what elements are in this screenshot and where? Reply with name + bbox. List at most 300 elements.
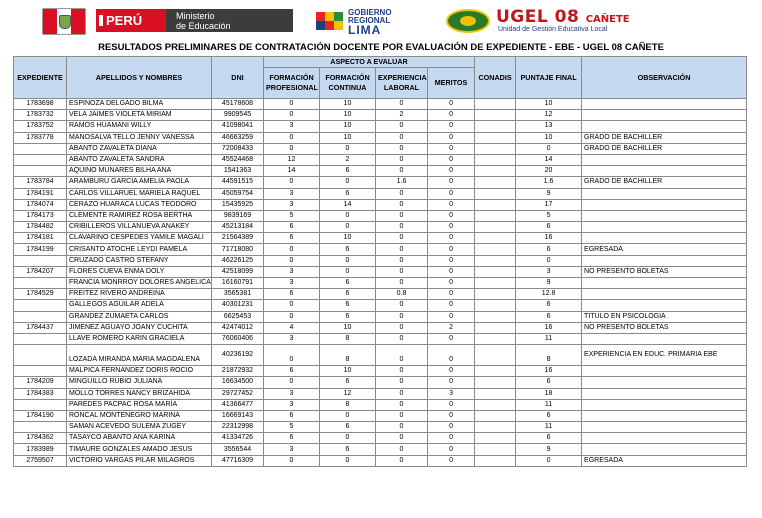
cell-continua: 6 bbox=[320, 244, 376, 255]
cell-observacion bbox=[582, 99, 747, 110]
cell-expediente: 1783752 bbox=[14, 121, 67, 132]
cell-dni: 16160791 bbox=[212, 278, 264, 289]
cell-continua: 12 bbox=[320, 388, 376, 399]
cell-laboral: 0.8 bbox=[376, 289, 428, 300]
cell-laboral: 0 bbox=[376, 300, 428, 311]
cell-puntaje: 18 bbox=[516, 388, 582, 399]
table-row bbox=[14, 99, 747, 110]
cell-dni: 41098041 bbox=[212, 121, 264, 132]
cell-meritos: 0 bbox=[428, 410, 475, 421]
cell-nombre: ABANTO ZAVALETA DIANA bbox=[67, 143, 212, 154]
cell-expediente: 1783698 bbox=[14, 99, 67, 110]
cell-dni: 21872932 bbox=[212, 366, 264, 377]
cell-continua: 6 bbox=[320, 311, 376, 322]
cell-dni: 45524468 bbox=[212, 154, 264, 165]
cell-dni: 46226125 bbox=[212, 255, 264, 266]
cell-meritos: 0 bbox=[428, 444, 475, 455]
table-row bbox=[14, 377, 747, 388]
cell-observacion bbox=[582, 110, 747, 121]
table-row bbox=[14, 154, 747, 165]
ugel-tagline: Unidad de Gestión Educativa Local bbox=[498, 26, 608, 33]
cell-puntaje: 17 bbox=[516, 199, 582, 210]
cell-laboral: 0 bbox=[376, 278, 428, 289]
cell-meritos: 0 bbox=[428, 132, 475, 143]
cell-conadis bbox=[475, 199, 516, 210]
cell-profesional: 14 bbox=[264, 166, 320, 177]
cell-observacion bbox=[582, 333, 747, 344]
cell-expediente: 2759507 bbox=[14, 455, 67, 466]
cell-profesional: 0 bbox=[264, 177, 320, 188]
cell-continua: 6 bbox=[320, 188, 376, 199]
cell-laboral: 0 bbox=[376, 210, 428, 221]
col-meritos: MERITOS bbox=[428, 68, 475, 99]
cell-conadis bbox=[475, 333, 516, 344]
cell-conadis bbox=[475, 255, 516, 266]
cell-conadis bbox=[475, 311, 516, 322]
cell-observacion bbox=[582, 399, 747, 410]
cell-observacion bbox=[582, 188, 747, 199]
cell-expediente: 1784383 bbox=[14, 388, 67, 399]
cell-puntaje: 12 bbox=[516, 110, 582, 121]
peru-logo bbox=[96, 9, 166, 32]
cell-conadis bbox=[475, 433, 516, 444]
cell-dni: 45178608 bbox=[212, 99, 264, 110]
cell-continua: 8 bbox=[320, 333, 376, 344]
cell-conadis bbox=[475, 422, 516, 433]
col-group-aspecto: ASPECTO A EVALUAR bbox=[264, 57, 475, 68]
cell-conadis bbox=[475, 233, 516, 244]
cell-observacion: GRADO DE BACHILLER bbox=[582, 132, 747, 143]
cell-profesional: 6 bbox=[264, 366, 320, 377]
cell-nombre: FRANCIA MONRROY DOLORES ANGELICA bbox=[67, 278, 212, 289]
cell-dni: 42474012 bbox=[212, 322, 264, 333]
cell-laboral: 0 bbox=[376, 154, 428, 165]
cell-continua: 0 bbox=[320, 210, 376, 221]
cell-continua: 6 bbox=[320, 278, 376, 289]
cell-dni: 15435925 bbox=[212, 199, 264, 210]
cell-meritos: 0 bbox=[428, 266, 475, 277]
cell-profesional: 6 bbox=[264, 233, 320, 244]
cell-expediente bbox=[14, 366, 67, 377]
table-row bbox=[14, 266, 747, 277]
cell-observacion bbox=[582, 410, 747, 421]
cell-observacion: TITULO EN PSICOLOGIA bbox=[582, 311, 747, 322]
col-profesional: FORMACIÓN PROFESIONAL bbox=[264, 68, 320, 99]
cell-continua: 8 bbox=[320, 399, 376, 410]
cell-continua: 10 bbox=[320, 110, 376, 121]
cell-meritos: 0 bbox=[428, 233, 475, 244]
cell-observacion bbox=[582, 422, 747, 433]
cell-expediente: 1784209 bbox=[14, 377, 67, 388]
cell-continua: 6 bbox=[320, 377, 376, 388]
gobierno-regional-logo bbox=[316, 8, 426, 37]
cell-nombre: CARLOS VILLARUEL MARIELA RAQUEL bbox=[67, 188, 212, 199]
cell-dni: 29727452 bbox=[212, 388, 264, 399]
cell-nombre: CERAZO HUARACA LUCAS TEODORO bbox=[67, 199, 212, 210]
col-nombres: APELLIDOS Y NOMBRES bbox=[67, 57, 212, 99]
cell-expediente: 1784199 bbox=[14, 244, 67, 255]
cell-nombre: CRIBILLEROS VILLANUEVA ANAKEY bbox=[67, 222, 212, 233]
cell-nombre: TIMAURE GONZALES AMADO JESUS bbox=[67, 444, 212, 455]
peru-shield-logo bbox=[42, 8, 86, 35]
cell-observacion bbox=[582, 222, 747, 233]
cell-laboral: 0 bbox=[376, 433, 428, 444]
cell-puntaje: 16 bbox=[516, 366, 582, 377]
gore-line3: LIMA bbox=[348, 23, 382, 37]
table-row bbox=[14, 444, 747, 455]
cell-laboral: 0 bbox=[376, 333, 428, 344]
cell-puntaje: 6 bbox=[516, 433, 582, 444]
table-row bbox=[14, 110, 747, 121]
col-puntaje: PUNTAJE FINAL bbox=[516, 57, 582, 99]
cell-observacion bbox=[582, 278, 747, 289]
cell-nombre: VICTORIO VARGAS PILAR MILAGROS bbox=[67, 455, 212, 466]
cell-continua: 0 bbox=[320, 222, 376, 233]
cell-continua: 0 bbox=[320, 410, 376, 421]
minedu-logo bbox=[166, 9, 293, 32]
cell-expediente bbox=[14, 399, 67, 410]
cell-observacion bbox=[582, 388, 747, 399]
cell-profesional: 0 bbox=[264, 300, 320, 311]
page-title: RESULTADOS PRELIMINARES DE CONTRATACIÓN DOCENTE POR EVALUACIÓN DE EXPEDIENTE - EBE - UGEL 08 CAÑETE bbox=[98, 42, 664, 53]
table-row bbox=[14, 132, 747, 143]
cell-meritos: 0 bbox=[428, 110, 475, 121]
cell-expediente bbox=[14, 154, 67, 165]
cell-nombre: ABANTO ZAVALETA SANDRA bbox=[67, 154, 212, 165]
cell-dni: 1541363 bbox=[212, 166, 264, 177]
table-row bbox=[14, 244, 747, 255]
cell-profesional: 3 bbox=[264, 388, 320, 399]
cell-conadis bbox=[475, 366, 516, 377]
cell-puntaje: 11 bbox=[516, 399, 582, 410]
cell-meritos: 0 bbox=[428, 177, 475, 188]
cell-dni: 21564389 bbox=[212, 233, 264, 244]
cell-observacion: EGRESADA bbox=[582, 244, 747, 255]
cell-observacion bbox=[582, 300, 747, 311]
cell-laboral: 0 bbox=[376, 143, 428, 154]
cell-meritos: 0 bbox=[428, 345, 475, 366]
cell-expediente: 1784190 bbox=[14, 410, 67, 421]
table-row bbox=[14, 143, 747, 154]
cell-laboral: 0 bbox=[376, 377, 428, 388]
cell-meritos: 0 bbox=[428, 455, 475, 466]
cell-expediente: 1784437 bbox=[14, 322, 67, 333]
cell-observacion bbox=[582, 166, 747, 177]
cell-profesional: 0 bbox=[264, 455, 320, 466]
cell-profesional: 3 bbox=[264, 188, 320, 199]
cell-dni: 41366477 bbox=[212, 399, 264, 410]
table-row bbox=[14, 233, 747, 244]
cell-conadis bbox=[475, 455, 516, 466]
col-observacion: OBSERVACIÓN bbox=[582, 57, 747, 99]
cell-continua: 6 bbox=[320, 166, 376, 177]
cell-profesional: 12 bbox=[264, 154, 320, 165]
cell-puntaje: 9 bbox=[516, 188, 582, 199]
cell-continua: 10 bbox=[320, 99, 376, 110]
cell-continua: 6 bbox=[320, 422, 376, 433]
table-row bbox=[14, 422, 747, 433]
gore-line2: REGIONAL bbox=[348, 16, 391, 25]
ugel-emblem-icon bbox=[446, 9, 490, 33]
cell-conadis bbox=[475, 388, 516, 399]
cell-observacion: EGRESADA bbox=[582, 455, 747, 466]
cell-expediente bbox=[14, 345, 67, 366]
cell-expediente: 1784074 bbox=[14, 199, 67, 210]
cell-dni: 3556544 bbox=[212, 444, 264, 455]
table-row bbox=[14, 289, 747, 300]
cell-nombre: LOZADA MIRANDA MARIA MAGDALENA bbox=[67, 345, 212, 366]
cell-puntaje: 10 bbox=[516, 99, 582, 110]
cell-profesional: 6 bbox=[264, 433, 320, 444]
col-dni: DNI bbox=[212, 57, 264, 99]
cell-expediente: 1783989 bbox=[14, 444, 67, 455]
cell-conadis bbox=[475, 154, 516, 165]
cell-continua: 14 bbox=[320, 199, 376, 210]
table-row bbox=[14, 345, 747, 366]
table-row bbox=[14, 433, 747, 444]
cell-observacion bbox=[582, 210, 747, 221]
cell-observacion: NO PRESENTO BOLETAS bbox=[582, 266, 747, 277]
cell-dni: 9839169 bbox=[212, 210, 264, 221]
table-row bbox=[14, 399, 747, 410]
cell-continua: 10 bbox=[320, 132, 376, 143]
cell-laboral: 0 bbox=[376, 345, 428, 366]
cell-profesional: 3 bbox=[264, 266, 320, 277]
cell-meritos: 0 bbox=[428, 154, 475, 165]
cell-laboral: 2 bbox=[376, 110, 428, 121]
cell-profesional: 6 bbox=[264, 289, 320, 300]
cell-meritos: 3 bbox=[428, 388, 475, 399]
cell-conadis bbox=[475, 210, 516, 221]
col-continua: FORMACIÓN CONTINUA bbox=[320, 68, 376, 99]
cell-nombre: MANOSALVA TELLO JENNY VANESSA bbox=[67, 132, 212, 143]
cell-expediente: 1783778 bbox=[14, 132, 67, 143]
cell-conadis bbox=[475, 377, 516, 388]
cell-puntaje: 9 bbox=[516, 444, 582, 455]
cell-expediente: 1784362 bbox=[14, 433, 67, 444]
cell-profesional: 3 bbox=[264, 444, 320, 455]
cell-conadis bbox=[475, 399, 516, 410]
cell-laboral: 1.6 bbox=[376, 177, 428, 188]
cell-laboral: 0 bbox=[376, 366, 428, 377]
cell-meritos: 0 bbox=[428, 366, 475, 377]
cell-dni: 76060406 bbox=[212, 333, 264, 344]
cell-dni: 42518099 bbox=[212, 266, 264, 277]
cell-dni: 72008433 bbox=[212, 143, 264, 154]
cell-laboral: 0 bbox=[376, 188, 428, 199]
cell-profesional: 0 bbox=[264, 99, 320, 110]
cell-continua: 0 bbox=[320, 177, 376, 188]
cell-conadis bbox=[475, 410, 516, 421]
col-laboral: EXPERIENCIA LABORAL bbox=[376, 68, 428, 99]
cell-conadis bbox=[475, 289, 516, 300]
ugel-name: UGEL 08 bbox=[496, 7, 580, 27]
cell-profesional: 5 bbox=[264, 210, 320, 221]
cell-meritos: 2 bbox=[428, 322, 475, 333]
cell-meritos: 0 bbox=[428, 210, 475, 221]
cell-nombre: GALLEGOS AGUILAR ADELA bbox=[67, 300, 212, 311]
cell-continua: 6 bbox=[320, 300, 376, 311]
cell-puntaje: 1.6 bbox=[516, 177, 582, 188]
cell-laboral: 0 bbox=[376, 233, 428, 244]
cell-laboral: 0 bbox=[376, 132, 428, 143]
cell-nombre: MINGUILLO RUBIO JULIANA bbox=[67, 377, 212, 388]
cell-conadis bbox=[475, 266, 516, 277]
table-row bbox=[14, 188, 747, 199]
cell-laboral: 0 bbox=[376, 244, 428, 255]
table-row bbox=[14, 222, 747, 233]
cell-nombre: ARAMBURU GARCIA AMELIA PAOLA bbox=[67, 177, 212, 188]
cell-expediente bbox=[14, 311, 67, 322]
logo-row bbox=[0, 6, 762, 36]
cell-expediente: 1784173 bbox=[14, 210, 67, 221]
cell-observacion: NO PRESENTO BOLETAS bbox=[582, 322, 747, 333]
cell-puntaje: 20 bbox=[516, 166, 582, 177]
cell-observacion bbox=[582, 366, 747, 377]
cell-laboral: 0 bbox=[376, 166, 428, 177]
cell-dni: 41334726 bbox=[212, 433, 264, 444]
cell-dni: 22312998 bbox=[212, 422, 264, 433]
cell-conadis bbox=[475, 143, 516, 154]
cell-laboral: 0 bbox=[376, 322, 428, 333]
cell-continua: 2 bbox=[320, 154, 376, 165]
cell-expediente bbox=[14, 143, 67, 154]
cell-conadis bbox=[475, 166, 516, 177]
table-row bbox=[14, 366, 747, 377]
cell-puntaje: 6 bbox=[516, 244, 582, 255]
cell-puntaje: 13 bbox=[516, 121, 582, 132]
cell-observacion bbox=[582, 433, 747, 444]
cell-nombre: CRUZADO CASTRO STEFANY bbox=[67, 255, 212, 266]
cell-puntaje: 8 bbox=[516, 345, 582, 366]
cell-nombre: SAMAN ACEVEDO SULEMA ZUGEY bbox=[67, 422, 212, 433]
cell-meritos: 0 bbox=[428, 289, 475, 300]
cell-continua: 0 bbox=[320, 266, 376, 277]
gore-icon bbox=[316, 12, 344, 30]
cell-conadis bbox=[475, 121, 516, 132]
cell-profesional: 0 bbox=[264, 377, 320, 388]
cell-laboral: 0 bbox=[376, 99, 428, 110]
cell-continua: 0 bbox=[320, 455, 376, 466]
cell-continua: 6 bbox=[320, 444, 376, 455]
cell-laboral: 0 bbox=[376, 399, 428, 410]
cell-profesional: 0 bbox=[264, 255, 320, 266]
cell-profesional: 0 bbox=[264, 110, 320, 121]
cell-puntaje: 6 bbox=[516, 300, 582, 311]
cell-meritos: 0 bbox=[428, 244, 475, 255]
cell-puntaje: 11 bbox=[516, 422, 582, 433]
cell-nombre: AQUINO MUNARES BILHA ANA bbox=[67, 166, 212, 177]
cell-continua: 0 bbox=[320, 143, 376, 154]
cell-nombre: RAMOS HUAMANI WILLY bbox=[67, 121, 212, 132]
cell-dni: 47716309 bbox=[212, 455, 264, 466]
cell-nombre: FLORES CUEVA ENMA DOLY bbox=[67, 266, 212, 277]
results-table bbox=[13, 56, 747, 467]
cell-observacion: GRADO DE BACHILLER bbox=[582, 177, 747, 188]
cell-dni: 45059754 bbox=[212, 188, 264, 199]
cell-laboral: 0 bbox=[376, 410, 428, 421]
table-row bbox=[14, 166, 747, 177]
cell-laboral: 0 bbox=[376, 199, 428, 210]
cell-laboral: 0 bbox=[376, 255, 428, 266]
table-row bbox=[14, 199, 747, 210]
cell-meritos: 0 bbox=[428, 377, 475, 388]
cell-meritos: 0 bbox=[428, 433, 475, 444]
cell-dni: 71718080 bbox=[212, 244, 264, 255]
cell-expediente: 1784207 bbox=[14, 266, 67, 277]
cell-profesional: 0 bbox=[264, 345, 320, 366]
cell-expediente bbox=[14, 278, 67, 289]
peru-label: PERÚ bbox=[106, 13, 143, 28]
cell-profesional: 0 bbox=[264, 132, 320, 143]
cell-nombre: MALPICA FERNANDEZ DORIS ROCIO bbox=[67, 366, 212, 377]
cell-observacion bbox=[582, 233, 747, 244]
cell-continua: 10 bbox=[320, 121, 376, 132]
table-row bbox=[14, 177, 747, 188]
cell-meritos: 0 bbox=[428, 99, 475, 110]
cell-observacion bbox=[582, 377, 747, 388]
cell-meritos: 0 bbox=[428, 199, 475, 210]
cell-laboral: 0 bbox=[376, 444, 428, 455]
cell-meritos: 0 bbox=[428, 222, 475, 233]
cell-conadis bbox=[475, 278, 516, 289]
cell-laboral: 0 bbox=[376, 422, 428, 433]
cell-profesional: 3 bbox=[264, 278, 320, 289]
cell-nombre: RONCAL MONTENEGRO MARINA bbox=[67, 410, 212, 421]
table-row bbox=[14, 388, 747, 399]
cell-observacion bbox=[582, 199, 747, 210]
cell-continua: 0 bbox=[320, 433, 376, 444]
table-row bbox=[14, 410, 747, 421]
cell-profesional: 6 bbox=[264, 410, 320, 421]
cell-nombre: GRANDEZ ZUMAETA CARLOS bbox=[67, 311, 212, 322]
cell-expediente: 1784181 bbox=[14, 233, 67, 244]
cell-puntaje: 6 bbox=[516, 410, 582, 421]
cell-laboral: 0 bbox=[376, 121, 428, 132]
cell-nombre: CRISANTO ATOCHE LEYDI PAMELA bbox=[67, 244, 212, 255]
cell-observacion bbox=[582, 444, 747, 455]
cell-nombre: CLAVARINO CESPEDES YAMILE MAGALI bbox=[67, 233, 212, 244]
cell-profesional: 3 bbox=[264, 333, 320, 344]
cell-puntaje: 5 bbox=[516, 210, 582, 221]
col-expediente: EXPEDIENTE bbox=[14, 57, 67, 99]
table-row bbox=[14, 210, 747, 221]
cell-nombre: JIMENEZ AGUAYO JOANY CUCHITA bbox=[67, 322, 212, 333]
cell-expediente bbox=[14, 300, 67, 311]
cell-conadis bbox=[475, 110, 516, 121]
cell-expediente bbox=[14, 333, 67, 344]
cell-puntaje: 6 bbox=[516, 377, 582, 388]
cell-conadis bbox=[475, 322, 516, 333]
cell-meritos: 0 bbox=[428, 422, 475, 433]
cell-puntaje: 11 bbox=[516, 333, 582, 344]
cell-expediente: 1784482 bbox=[14, 222, 67, 233]
ministry-label-2: de Educación bbox=[176, 21, 231, 31]
cell-puntaje: 16 bbox=[516, 322, 582, 333]
cell-profesional: 6 bbox=[264, 222, 320, 233]
cell-observacion bbox=[582, 255, 747, 266]
cell-puntaje: 10 bbox=[516, 132, 582, 143]
cell-puntaje: 0 bbox=[516, 255, 582, 266]
cell-profesional: 5 bbox=[264, 422, 320, 433]
cell-expediente: 1784529 bbox=[14, 289, 67, 300]
cell-conadis bbox=[475, 444, 516, 455]
cell-expediente bbox=[14, 255, 67, 266]
cell-observacion bbox=[582, 289, 747, 300]
cell-dni: 9909545 bbox=[212, 110, 264, 121]
cell-puntaje: 6 bbox=[516, 222, 582, 233]
table-row bbox=[14, 121, 747, 132]
